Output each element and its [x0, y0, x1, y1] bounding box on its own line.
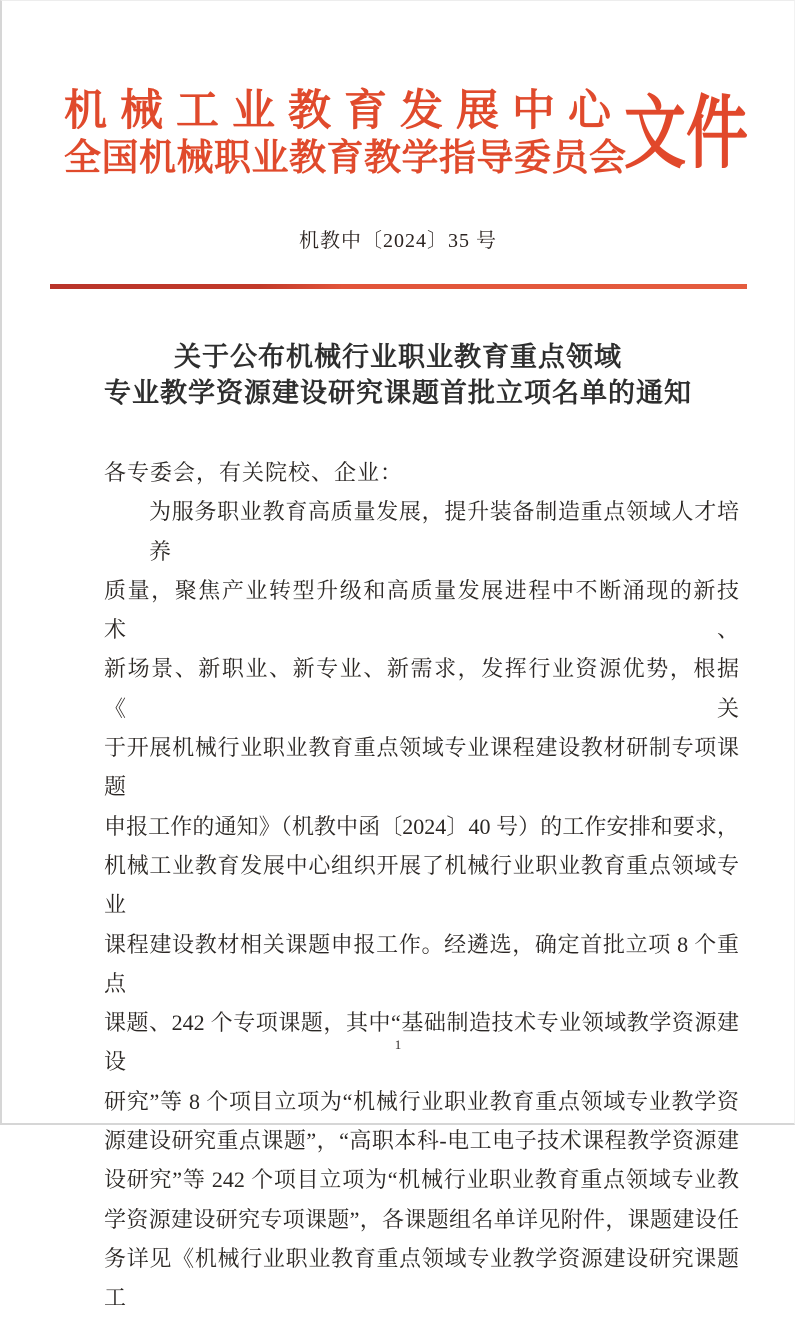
body-line: 课题、242 个专项课题，其中“基础制造技术专业领域教学资源建设: [104, 1010, 739, 1075]
body-line: 质量，聚焦产业转型升级和高质量发展进程中不断涌现的新技术、: [104, 577, 739, 643]
title-line-2: 专业教学资源建设研究课题首批立项名单的通知: [104, 378, 692, 408]
letterhead: [64, 87, 749, 182]
salutation-line: 各专委会，有关院校、企业：: [104, 460, 404, 485]
body-line: 课程建设教材相关课题申报工作。经遴选，确定首批立项 8 个重点: [104, 931, 739, 996]
document-body: [104, 453, 739, 1318]
doc-reference-number: 机教中〔2024〕35 号: [299, 230, 497, 252]
issuing-org-names: [64, 87, 627, 182]
page-number: 1: [394, 1037, 402, 1052]
body-line: 学资源建设研究专项课题”，各课题组名单详见附件，课题建设任: [104, 1206, 739, 1232]
org-name-primary: 机械工业教育发展中心: [64, 88, 624, 135]
body-line: 源建设研究重点课题”，“高职本科-电工电子技术课程教学资源建: [104, 1128, 739, 1154]
body-line: 务详见《机械行业职业教育重点领域专业教学资源建设研究课题工: [104, 1245, 739, 1311]
title-line-1: 关于公布机械行业职业教育重点领域: [174, 342, 622, 372]
body-line: 新场景、新职业、新专业、新需求，发挥行业资源优势，根据《关: [104, 656, 739, 721]
doc-type-label: 文件: [624, 90, 749, 179]
body-line: 设研究”等 242 个项目立项为“机械行业职业教育重点领域专业教: [104, 1167, 739, 1193]
body-line: 机械工业教育发展中心组织开展了机械行业职业教育重点领域专业: [104, 852, 739, 918]
document-title: [2, 339, 794, 411]
red-divider-line: [50, 284, 747, 289]
body-line: 为服务职业教育高质量发展，提升装备制造重点领域人才培养: [149, 499, 739, 564]
body-line: 于开展机械行业职业教育重点领域专业课程建设教材研制专项课题: [104, 735, 739, 800]
body-line: 研究”等 8 个项目立项为“机械行业职业教育重点领域专业教学资: [104, 1088, 739, 1114]
org-name-secondary: 全国机械职业教育教学指导委员会: [64, 138, 627, 179]
body-line: 申报工作的通知》（机教中函〔2024〕40 号）的工作安排和要求，: [104, 813, 739, 839]
